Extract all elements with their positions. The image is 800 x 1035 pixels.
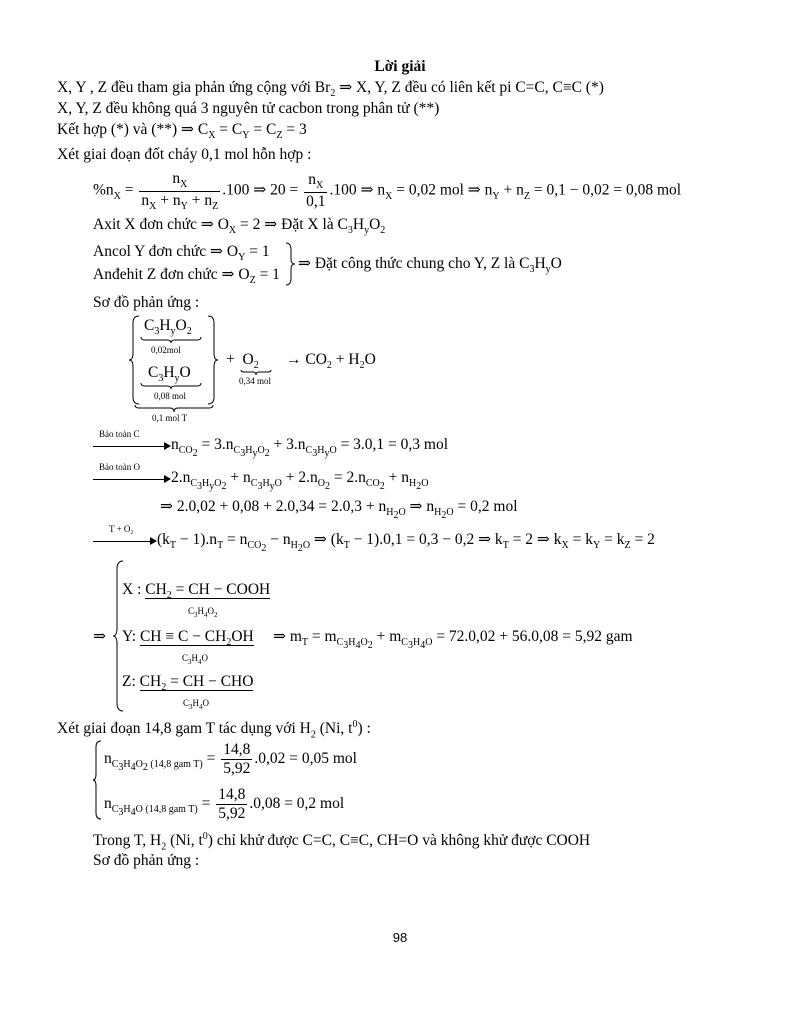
text-line-2: X, Y, Z đều không quá 3 nguyên tử cacbon trong phân tử (**) [57, 100, 440, 117]
k-equation: T + O₂ $(k_T - 1).n_T = n_{CO_2} - n_{H_2O}$ ⇒ $(k_T - 1).0,1 = 0,3 - 0,2$ ⇒ $k_T = 2$ ⇒ $k_X = k_Y = k_Z = 2$ [93, 531, 655, 555]
conservation-c-arrow: Bảo toàn C [93, 438, 171, 452]
scheme-left-brace [128, 315, 140, 405]
conservation-o: Bảo toàn O $2.n_{C_3H_yO_2} + n_{C_3H_yO} + 2.n_{O_2} = 2.n_{CO_2} + n_{H_2O}$ [93, 469, 429, 493]
implies-arrow: ⇒ [93, 628, 106, 645]
scheme-mol-total: 0,1 mol T [152, 413, 188, 423]
conservation-c: Bảo toàn C $n_{CO_2} = 3.n_{C_3H_yO_2} + 3.n_{C_3H_yO} = 3.0,1 = 0,3$ mol [93, 436, 448, 460]
text-line-scheme-1: Sơ đồ phản ứng : [93, 294, 200, 311]
right-brace [284, 242, 296, 286]
formula-x: $C_3H_4O_2$ [188, 606, 218, 619]
formula-y: $C_3H_4O$ [182, 653, 209, 666]
text-line-4: Xét giai đoạn đốt cháy 0,1 mol hỗn hợp : [57, 146, 312, 163]
structure-y: Y: CH ≡ $C - CH_2OH$ [122, 628, 254, 649]
underbrace-total [134, 404, 214, 413]
scheme-mol-x: 0,02mol [151, 345, 181, 355]
moles-c3h4o: $n_{C_3H_4O (14,8 gam T)}$ = $\frac{14,8}{5,92}$ .0,08 = 0,2 mol [104, 786, 345, 822]
text-line-ancol-y: Ancol Y đơn chức ⇒ $O_Y = 1$ [93, 243, 270, 264]
mass-equation: ⇒ $m_T = m_{C_3H_4O_2} + m_{C_3H_4O} = 72.0,02 + 56.0,08 = 5,92$ gam [273, 628, 633, 652]
formula-z: $C_3H_4O$ [183, 698, 210, 711]
text-line-1: X, Y , Z đều tham gia phản ứng cộng với $Br_2$ ⇒ X, Y, Z đều có liên kết pi C=C, C≡C (*) [57, 79, 604, 100]
underbrace-o2 [240, 369, 272, 376]
structure-x: X : $CH_2$ = CH − COOH [122, 581, 271, 602]
text-line-acid-x: Axit X đơn chức ⇒ $O_X = 2$ ⇒ Đặt X là $C_3H_yO_2$ [93, 216, 386, 237]
text-line-stage-2: Xét giai đoạn 14,8 gam T tác dụng với $H_2$ (Ni, $t^0$) : [57, 719, 371, 741]
scheme-mol-o2: 0,34 mol [239, 376, 272, 386]
stage2-left-brace [92, 740, 102, 820]
text-line-general-formula: ⇒ Đặt công thức chung cho Y, Z là $C_3H_yO$ [298, 255, 562, 276]
underbrace-1 [140, 336, 202, 344]
scheme-yz-formula: $C_3H_yO$ [148, 364, 191, 385]
scheme-products: → $CO_2 + H_2O$ [286, 351, 376, 372]
scheme-mol-yz: 0,08 mol [154, 391, 187, 401]
underbrace-2 [140, 382, 202, 390]
text-line-andehit-z: Anđehit Z đơn chức ⇒ $O_Z = 1$ [93, 266, 280, 287]
text-line-reduction: Trong T, $H_2$ (Ni, $t^0$) chỉ khử được C=C, C≡C, CH=O và không khử được COOH [93, 831, 591, 853]
solution-title: Lời giải [374, 58, 426, 75]
conservation-o-arrow: Bảo toàn O [93, 471, 171, 485]
scheme-x-formula: $C_3H_yO_2$ [144, 317, 192, 338]
percent-equation: $\%n_X$ = $\frac{n_X}{n_X + n_Y + n_Z}$ .100 ⇒ 20 = $\frac{n_X}{0,1}$ .100 ⇒ $n_X = 0,02$ mol ⇒ $n_Y + n_Z = 0,1 - 0,02 = 0,08$ mol [93, 170, 682, 212]
t-o2-arrow: T + O₂ [93, 533, 157, 547]
page-number: 98 [392, 930, 408, 945]
conservation-o-result: ⇒ $2.0,02 + 0,08 + 2.0,34 = 2.0,3 + n_{H_2O}$ ⇒ $n_{H_2O} = 0,2$ mol [160, 498, 518, 522]
text-line-3: Kết hợp (*) và (**) ⇒ $C_X = C_Y = C_Z = 3$ [57, 121, 307, 142]
structure-z: Z: $CH_2$ = CH − CHO [122, 673, 254, 694]
scheme-plus-o2: + $O_2$ [226, 351, 259, 372]
text-line-scheme-2: Sơ đồ phản ứng : [93, 852, 200, 869]
scheme-right-brace [207, 315, 219, 405]
moles-c3h4o2: $n_{C_3H_4O_2 (14,8 gam T)}$ = $\frac{14,8}{5,92}$ .0,02 = 0,05 mol [104, 741, 357, 777]
